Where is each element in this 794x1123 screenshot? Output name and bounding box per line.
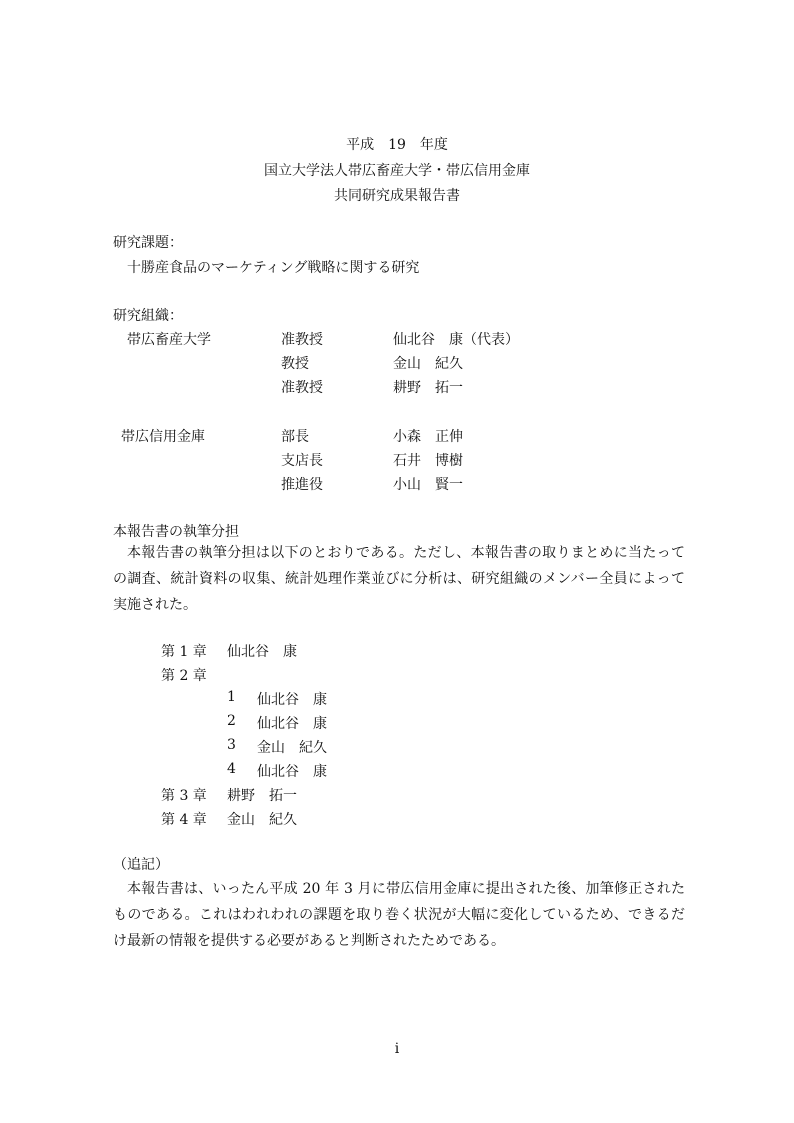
- member-role: 教授: [281, 356, 309, 372]
- chapter-author: 金山 紀久: [227, 812, 297, 828]
- member-name: 石井 博樹: [393, 453, 463, 469]
- postscript-body: 本報告書は、いったん平成 20 年 3 月に帯広信用金庫に提出された後、加筆修正されたものである。これはわれわれの課題を取り巻く状況が大幅に変化しているため、できるだけ最新の情報を提供する必要があると判断されたためである。: [113, 881, 685, 949]
- chapter-label: 第 2 章: [161, 668, 207, 684]
- chapter-label: 第 1 章: [161, 644, 207, 660]
- institution-line: 国立大学法人帯広畜産大学・帯広信用金庫: [264, 163, 530, 179]
- organization-heading: 研究組織：: [113, 308, 183, 324]
- member-role: 部長: [281, 429, 309, 445]
- section-number: 2: [227, 713, 236, 729]
- subject-heading: 研究課題：: [113, 235, 183, 251]
- division-heading: 本報告書の執筆分担: [113, 524, 239, 540]
- postscript-heading: （追記）: [113, 857, 169, 873]
- section-author: 仙北谷 康: [257, 716, 327, 732]
- org-group-name: 帯広畜産大学: [127, 332, 211, 348]
- report-title: 共同研究成果報告書: [334, 188, 460, 204]
- member-name: 耕野 拓一: [393, 380, 463, 396]
- fiscal-year-line: 平成 19 年度: [346, 137, 448, 153]
- section-author: 仙北谷 康: [257, 764, 327, 780]
- section-number: 4: [227, 761, 236, 777]
- member-role: 准教授: [281, 380, 323, 396]
- page-number: i: [394, 1041, 400, 1057]
- member-name: 金山 紀久: [393, 356, 463, 372]
- org-group-name: 帯広信用金庫: [121, 429, 205, 445]
- chapter-author: 仙北谷 康: [227, 644, 297, 660]
- section-author: 仙北谷 康: [257, 692, 327, 708]
- member-role: 推進役: [281, 477, 323, 493]
- section-author: 金山 紀久: [257, 740, 327, 756]
- section-number: 3: [227, 737, 236, 753]
- member-name: 仙北谷 康（代表）: [393, 332, 519, 348]
- member-role: 准教授: [281, 332, 323, 348]
- chapter-label: 第 4 章: [161, 812, 207, 828]
- section-number: 1: [227, 689, 236, 705]
- member-name: 小山 賢一: [393, 477, 463, 493]
- division-body: 本報告書の執筆分担は以下のとおりである。ただし、本報告書の取りまとめに当たっての調査、統計資料の収集、統計処理作業並びに分析は、研究組織のメンバー全員によって実施された。: [113, 545, 685, 613]
- chapter-author: 耕野 拓一: [227, 788, 297, 804]
- chapter-label: 第 3 章: [161, 788, 207, 804]
- member-name: 小森 正伸: [393, 429, 463, 445]
- subject-title: 十勝産食品のマーケティング戦略に関する研究: [127, 260, 420, 276]
- member-role: 支店長: [281, 453, 323, 469]
